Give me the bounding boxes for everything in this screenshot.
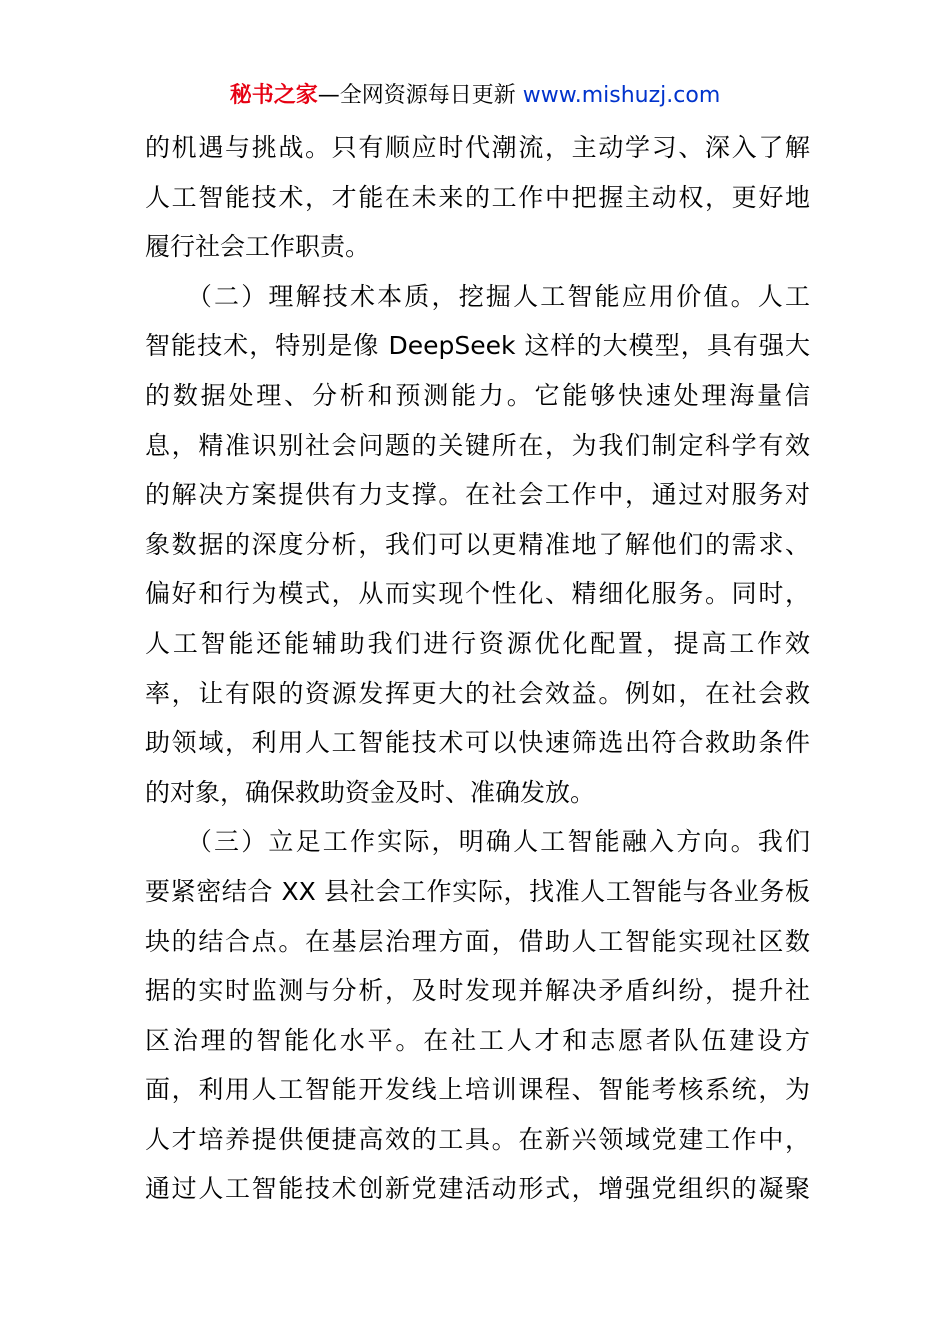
text-line: 的解决方案提供有力支撑。在社会工作中，通过对服务对 [145,480,810,510]
text-line: 面，利用人工智能开发线上培训课程、智能考核系统，为 [145,1075,810,1105]
text-line: 助领域，利用人工智能技术可以快速筛选出符合救助条件 [145,728,810,758]
text-line: 人才培养提供便捷高效的工具。在新兴领域党建工作中， [145,1124,810,1154]
text-line: 要紧密结合 XX 县社会工作实际，找准人工智能与各业务板 [145,876,810,906]
header-site-link[interactable]: www.mishuzj.com [522,83,721,108]
text-line: （三）立足工作实际，明确人工智能融入方向。我们 [145,827,810,857]
text-line: 的机遇与挑战。只有顺应时代潮流，主动学习、深入了解 [145,133,810,162]
text-line: 象数据的深度分析，我们可以更精准地了解他们的需求、 [145,529,810,559]
text-line: 块的结合点。在基层治理方面，借助人工智能实现社区数 [145,926,810,956]
text-line: 人工智能技术，才能在未来的工作中把握主动权，更好地 [145,182,810,212]
text-line: 率，让有限的资源发挥更大的社会效益。例如，在社会救 [145,678,810,708]
text-line: 智能技术，特别是像 DeepSeek 这样的大模型，具有强大 [145,331,810,361]
header-brand: 秘书之家 [229,83,318,108]
text-line: 的数据处理、分析和预测能力。它能够快速处理海量信 [145,380,810,410]
text-line: 通过人工智能技术创新党建活动形式，增强党组织的凝聚 [145,1174,810,1204]
page-header [0,80,950,112]
text-line: 履行社会工作职责。 [145,232,371,262]
text-line: 息，精准识别社会问题的关键所在，为我们制定科学有效 [145,430,810,460]
text-line: （二）理解技术本质，挖掘人工智能应用价值。人工 [145,281,810,311]
text-line: 偏好和行为模式，从而实现个性化、精细化服务。同时， [145,579,810,609]
text-line: 据的实时监测与分析，及时发现并解决矛盾纠纷，提升社 [145,976,810,1006]
text-line: 区治理的智能化水平。在社工人才和志愿者队伍建设方 [145,1025,810,1055]
text-line: 人工智能还能辅助我们进行资源优化配置，提高工作效 [145,628,810,658]
text-line: 的对象，确保救助资金及时、准确发放。 [145,777,596,807]
body-text [145,123,810,1214]
header-tagline: —全网资源每日更新 [317,83,523,108]
